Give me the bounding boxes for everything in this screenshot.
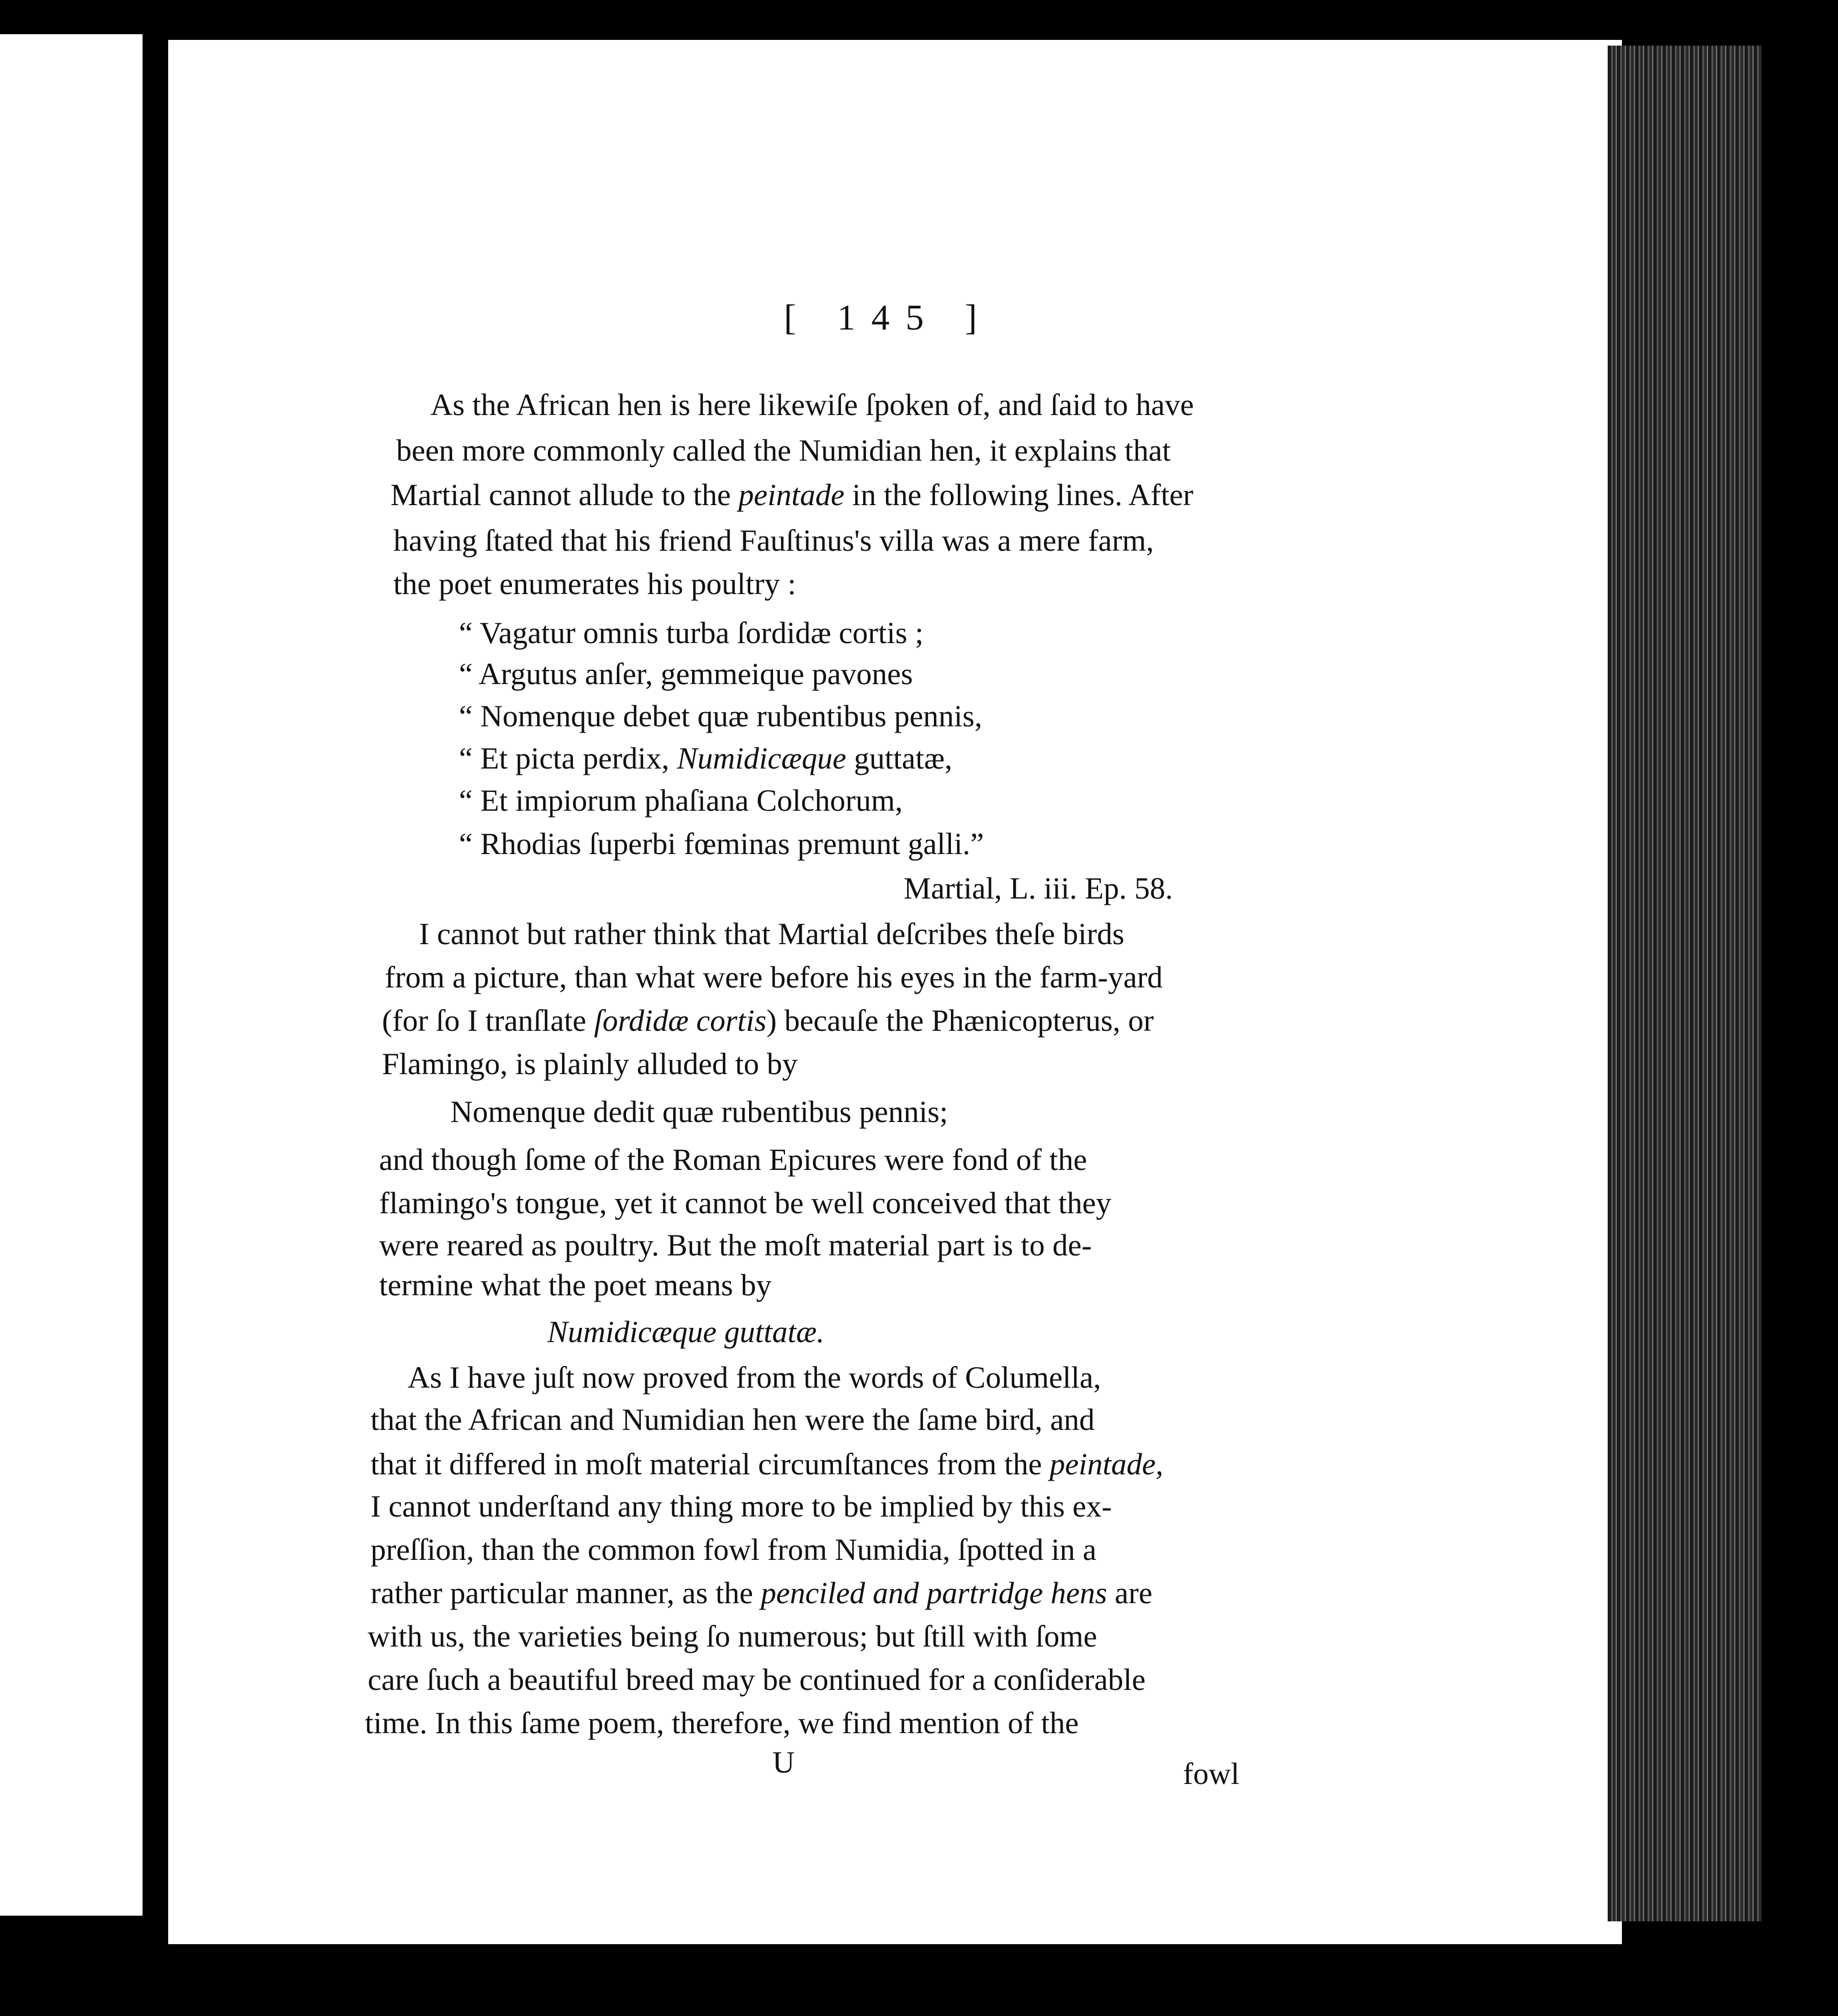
poem-line: “ Rhodias ſuperbi fœminas premunt galli.” (459, 827, 984, 861)
page-text (168, 40, 1622, 1944)
text-line: As I have juſt now proved from the words of Columella, (408, 1360, 1101, 1395)
text-line: As the African hen is here likewiſe ſpoken of, and ſaid to have (430, 388, 1194, 422)
text-fragment: guttatæ, (846, 741, 953, 775)
text-fragment: that it differed in moſt material circumſtances from the (371, 1447, 1050, 1481)
poem-line: “ Argutus anſer, gemmeique pavones (459, 657, 913, 691)
italic-word: Numidicæque (677, 741, 847, 775)
text-fragment: rather particular manner, as the (371, 1576, 761, 1610)
italic-word: penciled and partridge hens (761, 1576, 1107, 1610)
text-line: been more commonly called the Numidian hen, it explains that (396, 433, 1171, 468)
text-line: that the African and Numidian hen were the ſame bird, and (371, 1403, 1095, 1437)
text-line: having ſtated that his friend Fauſtinus's villa was a mere farm, (393, 523, 1154, 558)
signature-mark: U (772, 1745, 795, 1779)
text-line: time. In this ſame poem, therefore, we find mention of the (365, 1706, 1079, 1740)
italic-word: peintade, (1050, 1447, 1164, 1481)
text-line: from a picture, than what were before his eyes in the farm-yard (385, 960, 1163, 994)
poem-line: “ Nomenque debet quæ rubentibus pennis, (459, 699, 982, 733)
text-fragment: ) becauſe the Phænicopterus, or (766, 1003, 1154, 1038)
text-line (371, 1447, 1425, 1481)
italic-word: peintade (738, 478, 845, 512)
catchword: fowl (1183, 1757, 1239, 1791)
text-line: and though ſome of the Roman Epicures were fond of the (379, 1143, 1087, 1177)
text-line: preſſion, than the common fowl from Numidia, ſpotted in a (371, 1533, 1097, 1567)
text-line (391, 478, 1440, 512)
citation: Martial, L. iii. Ep. 58. (904, 871, 1173, 905)
quote-line: Nomenque dedit quæ rubentibus pennis; (450, 1095, 948, 1129)
book-gutter (143, 34, 168, 1933)
text-line: I cannot underſtand any thing more to be implied by this ex- (371, 1489, 1112, 1523)
text-line: Flamingo, is plainly alluded to by (382, 1047, 798, 1081)
book-page (168, 40, 1622, 1944)
text-line: the poet enumerates his poultry : (393, 567, 796, 601)
italic-word: ſordidæ cortis (593, 1003, 767, 1038)
text-line: flamingo's tongue, yet it cannot be well conceived that they (379, 1186, 1112, 1220)
page-number: [ 145 ] (784, 297, 993, 338)
poem-line: “ Et impiorum phaſiana Colchorum, (459, 783, 903, 818)
quote-line: Numidicæque guttatæ. (547, 1315, 824, 1349)
text-line: I cannot but rather think that Martial deſcribes theſe birds (419, 917, 1125, 951)
text-line (371, 1576, 1420, 1610)
text-fragment: are (1107, 1576, 1153, 1610)
text-line (382, 1003, 1434, 1038)
text-line: were reared as poultry. But the moſt material part is to de- (379, 1228, 1092, 1262)
poem-line: “ Vagatur omnis turba ſordidæ cortis ; (459, 616, 924, 650)
text-fragment: in the following lines. After (844, 478, 1194, 512)
text-fragment: (for ſo I tranſlate (382, 1003, 594, 1038)
text-line: with us, the varieties being ſo numerous; but ſtill with ſome (368, 1619, 1097, 1653)
text-fragment: “ Et picta perdix, (459, 741, 677, 775)
poem-line (459, 741, 952, 775)
left-page-edge (0, 34, 143, 1916)
text-line: termine what the poet means by (379, 1268, 772, 1302)
page-edges (1608, 46, 1762, 1921)
text-line: care ſuch a beautiful breed may be continued for a conſiderable (368, 1663, 1146, 1697)
text-fragment: Martial cannot allude to the (391, 478, 739, 512)
